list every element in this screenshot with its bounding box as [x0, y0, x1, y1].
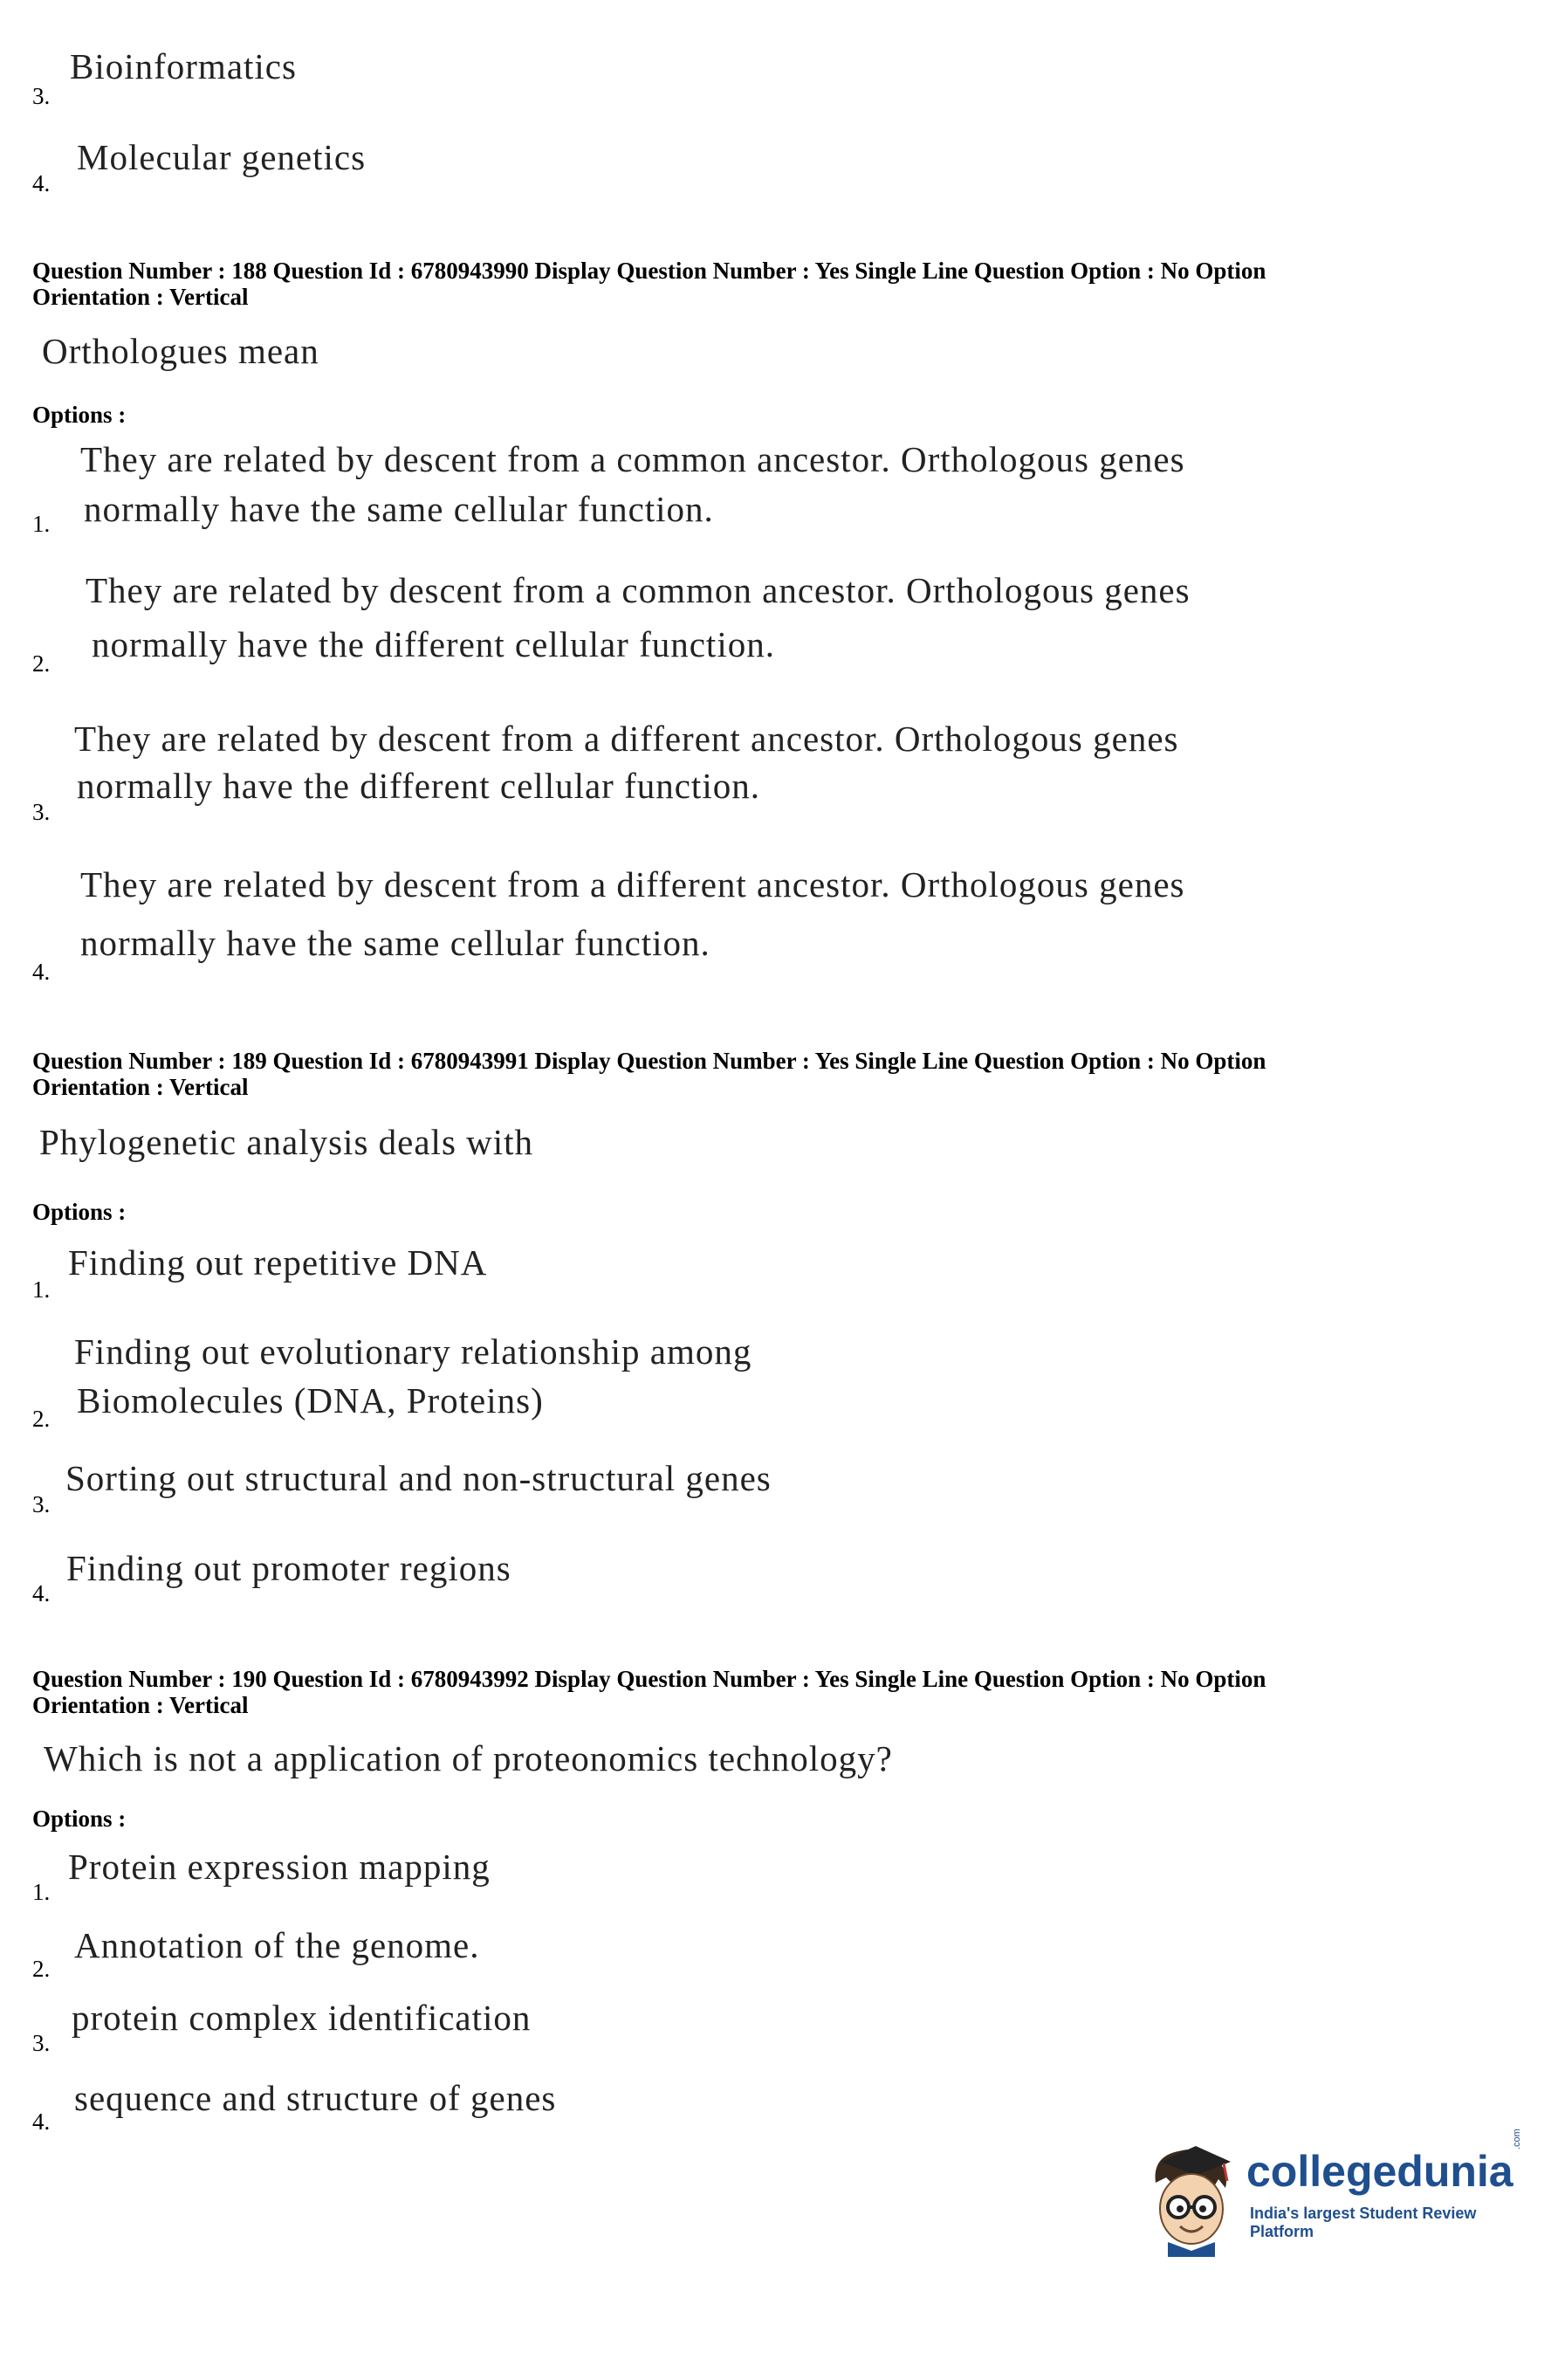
q189-options-label: Options : [32, 1199, 127, 1225]
q189-option-1-number: 1. [32, 1276, 51, 1303]
q189-option-4-number: 4. [32, 1580, 51, 1606]
q189-meta-line2: Orientation : Vertical [32, 1074, 249, 1100]
mascot-icon [1143, 2139, 1239, 2257]
brand-name: collegedunia [1246, 2147, 1513, 2196]
q187-option-3-text: Bioinformatics [70, 46, 297, 86]
q190-meta [32, 1666, 1516, 1718]
q189-question-text: Phylogenetic analysis deals with [39, 1122, 534, 1162]
q189-option-4-text: Finding out promoter regions [66, 1548, 511, 1588]
q188-option-4-line2: normally have the same cellular function. [80, 923, 710, 963]
q190-meta-line2: Orientation : Vertical [32, 1692, 249, 1718]
q189-option-3-text: Sorting out structural and non-structural genes [65, 1458, 772, 1498]
q187-option-4-text: Molecular genetics [77, 137, 367, 177]
q189-meta-line1: Question Number : 189 Question Id : 6780943991 Display Question Number : Yes Single Line Question Option : No Option [32, 1048, 1266, 1074]
collegedunia-watermark [1143, 2129, 1522, 2257]
q188-option-1-line1: They are related by descent from a common ancestor. Orthologous genes [80, 439, 1185, 479]
q190-option-4-number: 4. [32, 2108, 51, 2135]
q190-option-1-text: Protein expression mapping [68, 1847, 491, 1887]
q190-option-3-number: 3. [32, 2030, 51, 2056]
q189-option-1-text: Finding out repetitive DNA [68, 1242, 488, 1283]
q189-option-2-line1: Finding out evolutionary relationship among [74, 1331, 752, 1372]
q189-option-2-line2: Biomolecules (DNA, Proteins) [77, 1380, 544, 1420]
q188-option-1-number: 1. [32, 511, 51, 537]
q188-option-4-line1: They are related by descent from a different ancestor. Orthologous genes [80, 864, 1185, 905]
q188-meta-line2: Orientation : Vertical [32, 284, 249, 310]
q187-option-4-number: 4. [32, 170, 51, 196]
brand-dotcom: .com [1512, 2129, 1522, 2150]
q190-option-2-number: 2. [32, 1956, 51, 1982]
brand-tagline: India's largest Student Review Platform [1250, 2205, 1477, 2240]
q190-option-4-text: sequence and structure of genes [74, 2078, 557, 2118]
q190-options-label: Options : [32, 1806, 127, 1832]
q188-option-2-number: 2. [32, 650, 51, 677]
q188-option-1-line2: normally have the same cellular function. [84, 489, 714, 529]
q190-question-text: Which is not a application of proteonomics technology? [44, 1738, 893, 1778]
q188-option-4-number: 4. [32, 959, 51, 985]
q189-meta [32, 1048, 1516, 1100]
q188-question-text: Orthologues mean [42, 331, 319, 371]
q188-option-2-line1: They are related by descent from a common ancestor. Orthologous genes [86, 570, 1191, 610]
q190-option-1-number: 1. [32, 1879, 51, 1905]
q188-option-3-number: 3. [32, 799, 51, 825]
q190-meta-line1: Question Number : 190 Question Id : 6780943992 Display Question Number : Yes Single Line Question Option : No Option [32, 1666, 1266, 1692]
q188-meta [32, 258, 1516, 310]
q188-option-3-line1: They are related by descent from a different ancestor. Orthologous genes [74, 719, 1179, 759]
q189-option-3-number: 3. [32, 1491, 51, 1517]
q188-option-3-line2: normally have the different cellular function. [77, 766, 760, 806]
q188-option-2-line2: normally have the different cellular function. [92, 624, 775, 664]
q188-options-label: Options : [32, 402, 127, 428]
q189-option-2-number: 2. [32, 1406, 51, 1432]
q188-meta-line1: Question Number : 188 Question Id : 6780943990 Display Question Number : Yes Single Line Question Option : No Option [32, 258, 1266, 284]
q187-option-3-number: 3. [32, 83, 51, 109]
q190-option-2-text: Annotation of the genome. [74, 1925, 480, 1965]
q190-option-3-text: protein complex identification [72, 1998, 532, 2038]
